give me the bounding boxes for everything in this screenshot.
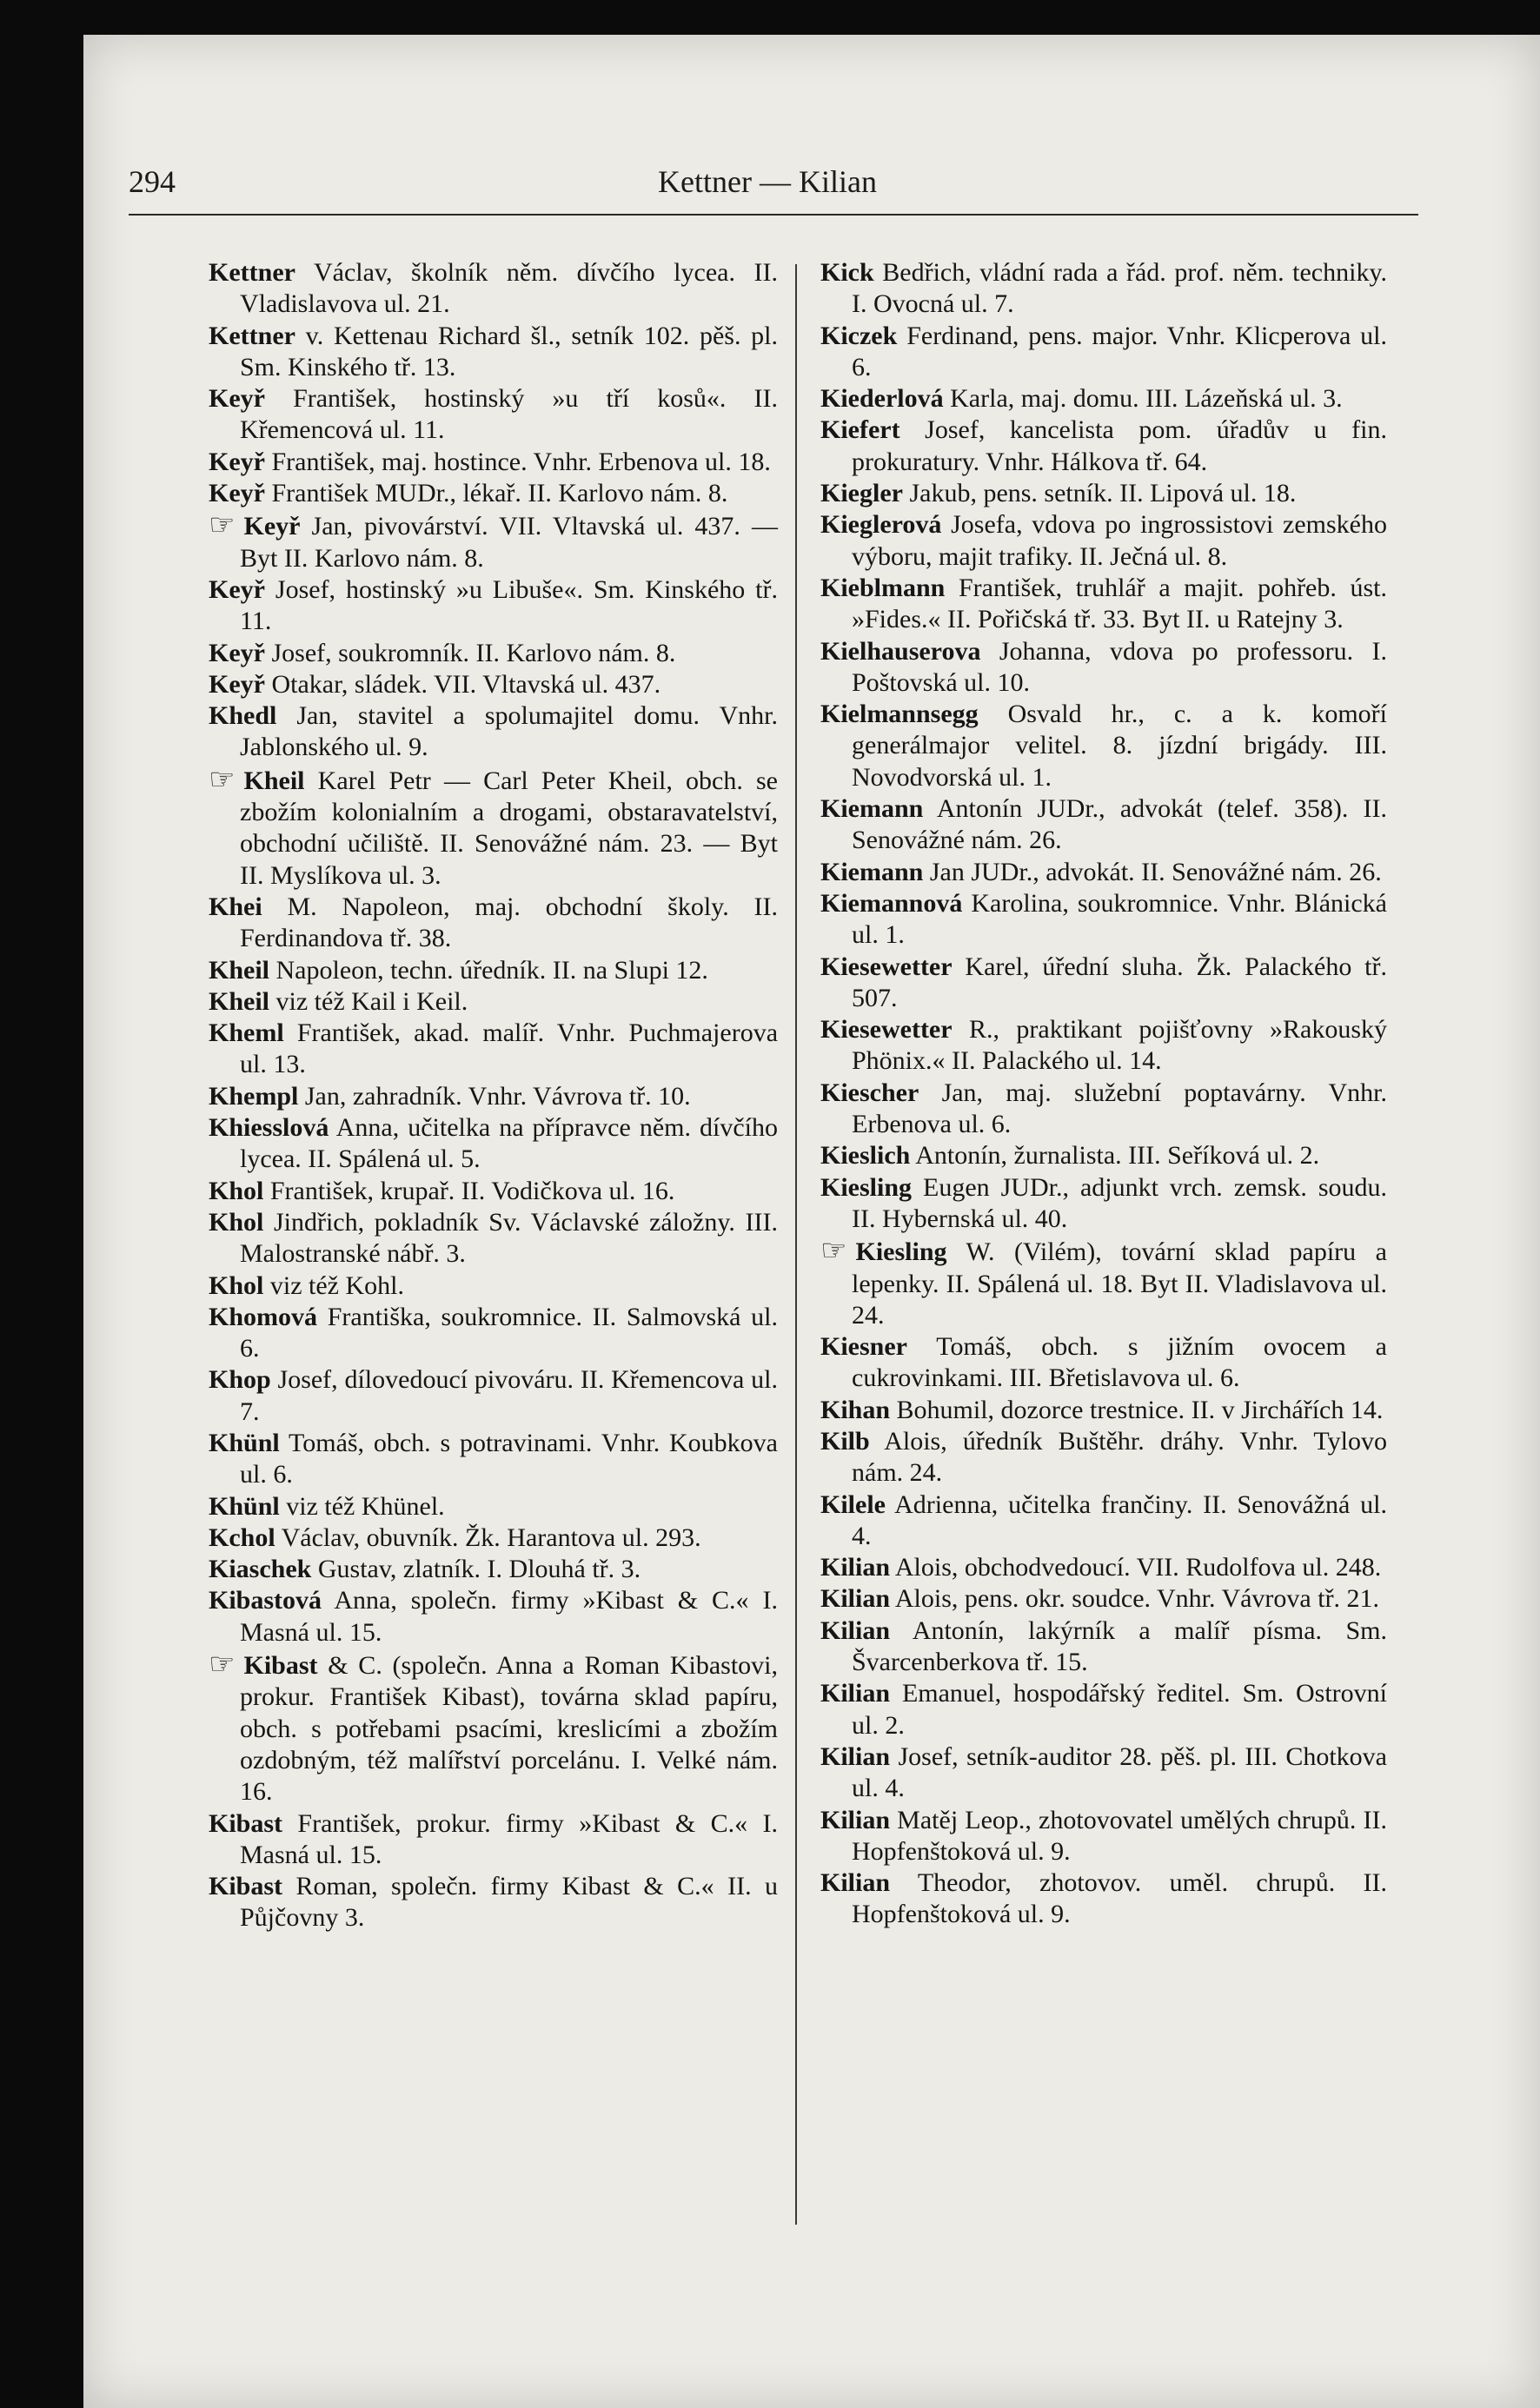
- entry-details: Antonín, lakýrník a malíř písma. Sm. Švarcenberkova tř. 15.: [852, 1615, 1387, 1677]
- entry-details: Theodor, zhotovov. uměl. chrupů. II. Hopfenštoková ul. 9.: [852, 1868, 1387, 1929]
- entry-details: Eugen JUDr., adjunkt vrch. zemsk. soudu. II. Hybernská ul. 40.: [852, 1172, 1387, 1233]
- entry-surname: Khol: [209, 1270, 264, 1300]
- entry-details: Antonín JUDr., advokát (telef. 358). II. Senovážné nám. 26.: [852, 794, 1387, 855]
- entry-details: Antonín, žurnalista. III. Seříková ul. 2.: [915, 1141, 1320, 1171]
- entry-surname: Kibast: [243, 1651, 318, 1681]
- directory-entry: [209, 1176, 778, 1207]
- entry-details: František, akad. malíř. Vnhr. Puchmajerova ul. 13.: [240, 1018, 779, 1079]
- entry-surname: Khol: [209, 1176, 264, 1205]
- entry-surname: Kchol: [209, 1522, 275, 1552]
- directory-entry: [209, 1585, 778, 1648]
- entry-surname: Kheil: [209, 955, 270, 985]
- directory-entry: [820, 478, 1387, 509]
- entry-details: R., praktikant pojišťovny »Rakouský Phönix.« II. Palackého ul. 14.: [852, 1015, 1387, 1076]
- entry-details: Josef, kancelista pom. úřadův u fin. prokuratury. Vnhr. Hálkova tř. 64.: [852, 415, 1388, 476]
- entry-details: Václav, školník něm. dívčího lycea. II. Vladislavova ul. 21.: [240, 258, 778, 319]
- entry-surname: Khomová: [209, 1302, 318, 1331]
- directory-entry: [209, 669, 778, 700]
- entry-surname: Kielmannsegg: [820, 700, 979, 729]
- entry-surname: Kilian: [820, 1553, 891, 1582]
- entry-surname: Kiaschek: [209, 1555, 312, 1584]
- entry-surname: Kiegler: [820, 479, 903, 508]
- entry-surname: Kheml: [209, 1018, 284, 1048]
- running-title: Kettner — Kilian: [658, 164, 877, 199]
- entry-surname: Khempl: [209, 1081, 299, 1111]
- entry-surname: Kiederlová: [820, 384, 944, 414]
- entry-surname: Keyř: [209, 574, 265, 604]
- directory-entry: [209, 1207, 778, 1270]
- directory-entry: [820, 793, 1387, 857]
- entry-details: Jakub, pens. setník. II. Lipová ul. 18.: [909, 479, 1297, 508]
- entry-surname: Khol: [209, 1207, 264, 1237]
- entry-details: Matěj Leop., zhotovovatel umělých chrupů. II. Hopfenštoková ul. 9.: [852, 1805, 1388, 1866]
- entry-details: Johanna, vdova po professoru. I. Poštovská ul. 10.: [852, 636, 1387, 697]
- directory-entry: [209, 257, 778, 321]
- entry-details: Jan, pivovárství. VII. Vltavská ul. 437. — Byt II. Karlovo nám. 8.: [240, 512, 778, 573]
- directory-entry: [820, 952, 1387, 1015]
- entry-surname: Kibast: [209, 1808, 283, 1838]
- entry-surname: Kieblmann: [820, 573, 946, 602]
- entry-details: Osvald hr., c. a k. komoří generálmajor velitel. 8. jízdní brigády. III. Novodvorská ul. 1.: [852, 700, 1387, 792]
- entry-surname: Kielhauserova: [820, 636, 981, 666]
- column-divider: [795, 264, 797, 2225]
- entry-details: Josef, soukromník. II. Karlovo nám. 8.: [271, 638, 676, 667]
- directory-entry: [209, 1522, 778, 1554]
- directory-entry: [209, 986, 778, 1018]
- entry-surname: Kieslich: [820, 1141, 911, 1171]
- entry-surname: Keyř: [209, 384, 265, 414]
- entry-surname: Kettner: [209, 258, 295, 287]
- page-header: [129, 163, 1406, 203]
- entry-details: v. Kettenau Richard šl., setník 102. pěš. pl. Sm. Kinského tř. 13.: [240, 321, 778, 381]
- directory-entry: [820, 383, 1387, 415]
- entry-surname: Kilele: [820, 1489, 886, 1519]
- directory-entry: [209, 761, 778, 892]
- directory-entry: [820, 1552, 1387, 1583]
- directory-entry: [209, 321, 778, 384]
- entry-details: Anna, společn. firmy »Kibast & C.« I. Masná ul. 15.: [240, 1586, 778, 1647]
- directory-entry: [209, 1112, 778, 1176]
- directory-entry: [209, 478, 778, 509]
- entry-details: Václav, obuvník. Žk. Harantova ul. 293.: [281, 1522, 701, 1552]
- directory-entry: [209, 1428, 778, 1491]
- entry-details: Jan JUDr., advokát. II. Senovážné nám. 26.: [929, 857, 1382, 886]
- directory-entry: [209, 1302, 778, 1365]
- entry-surname: Kilian: [820, 1805, 891, 1834]
- entry-details: viz též Khünel.: [286, 1491, 445, 1521]
- entry-details: Tomáš, obch. s jižním ovocem a cukrovinkami. III. Břetislavova ul. 6.: [852, 1332, 1387, 1393]
- directory-entry: [820, 857, 1387, 888]
- entry-details: Josef, hostinský »u Libuše«. Sm. Kinského tř. 11.: [240, 574, 779, 636]
- directory-entry: [209, 1364, 778, 1428]
- entry-details: Tomáš, obch. s potravinami. Vnhr. Koubkova ul. 6.: [240, 1428, 778, 1489]
- directory-entry: [209, 638, 778, 669]
- entry-details: František, krupař. II. Vodičkova ul. 16.: [269, 1176, 675, 1205]
- entry-details: Otakar, sládek. VII. Vltavská ul. 437.: [271, 669, 661, 699]
- entry-details: Adrienna, učitelka frančiny. II. Senovážná ul. 4.: [852, 1489, 1387, 1550]
- entry-details: Ferdinand, pens. major. Vnhr. Klicperova ul. 6.: [852, 321, 1388, 381]
- entry-surname: Kibastová: [209, 1586, 322, 1615]
- directory-entry: [820, 1741, 1387, 1805]
- entry-surname: Kick: [820, 258, 874, 287]
- entry-details: František, truhlář a majit. pohřeb. úst. »Fides.« II. Pořičská tř. 33. Byt II. u Ratejny 3.: [852, 573, 1388, 634]
- entry-details: Jindřich, pokladník Sv. Václavské záložny. III. Malostranské nábř. 3.: [240, 1207, 778, 1269]
- entry-surname: Kilian: [820, 1615, 891, 1645]
- left-column: [209, 257, 778, 1934]
- directory-entry: [209, 1018, 778, 1081]
- entry-details: Josef, setník-auditor 28. pěš. pl. III. Chotkova ul. 4.: [852, 1741, 1387, 1803]
- directory-entry: [209, 700, 778, 764]
- entry-details: W. (Vilém), tovární sklad papíru a lepenky. II. Spálená ul. 18. Byt II. Vladislavova ul. 24.: [852, 1237, 1387, 1330]
- entry-surname: Kiesewetter: [820, 1015, 953, 1045]
- directory-entry: [820, 1014, 1387, 1078]
- entry-details: M. Napoleon, maj. obchodní školy. II. Ferdinandova tř. 38.: [240, 892, 779, 953]
- entry-details: Karolina, soukromnice. Vnhr. Blánická ul. 1.: [852, 888, 1387, 950]
- entry-surname: Kibast: [209, 1872, 283, 1901]
- entry-surname: Kilian: [820, 1584, 891, 1614]
- entry-details: Bohumil, dozorce trestnice. II. v Jirchářích 14.: [896, 1395, 1384, 1424]
- entry-surname: Kieglerová: [820, 510, 942, 540]
- entry-details: Alois, úředník Buštěhr. dráhy. Vnhr. Tylovo nám. 24.: [852, 1426, 1387, 1488]
- directory-entry: [209, 1270, 778, 1302]
- entry-surname: Kettner: [209, 321, 295, 350]
- entry-surname: Kilian: [820, 1679, 891, 1708]
- entry-surname: Keyř: [209, 669, 265, 699]
- entry-surname: Kiesner: [820, 1332, 907, 1362]
- entry-details: Alois, obchodvedoucí. VII. Rudolfova ul. 248.: [894, 1553, 1382, 1582]
- entry-surname: Khünl: [209, 1428, 280, 1457]
- directory-entry: [820, 1140, 1387, 1171]
- directory-entry: [820, 1615, 1387, 1679]
- entry-details: Napoleon, techn. úředník. II. na Slupi 12.: [275, 955, 708, 985]
- directory-entry: [820, 636, 1387, 700]
- entry-details: Alois, pens. okr. soudce. Vnhr. Vávrova tř. 21.: [894, 1584, 1380, 1614]
- entry-details: Bedřich, vládní rada a řád. prof. něm. techniky. I. Ovocná ul. 7.: [852, 258, 1388, 319]
- entry-surname: Keyř: [209, 638, 265, 667]
- directory-entry: [820, 1867, 1387, 1931]
- entry-details: František, prokur. firmy »Kibast & C.« I. Masná ul. 15.: [240, 1808, 778, 1869]
- entry-surname: Khünl: [209, 1491, 280, 1521]
- directory-entry: [209, 447, 778, 478]
- entry-surname: Khiesslová: [209, 1113, 329, 1143]
- entry-details: Františka, soukromnice. II. Salmovská ul. 6.: [240, 1302, 779, 1363]
- pointing-hand-icon: ☞: [209, 761, 236, 797]
- entry-surname: Keyř: [209, 479, 265, 508]
- entry-surname: Keyř: [243, 512, 301, 541]
- directory-entry: [209, 1871, 778, 1934]
- directory-entry: [820, 1331, 1387, 1395]
- pointing-hand-icon: ☞: [209, 507, 236, 543]
- entry-surname: Kiescher: [820, 1078, 919, 1107]
- pointing-hand-icon: ☞: [820, 1233, 847, 1269]
- directory-entry: [820, 1078, 1387, 1141]
- directory-entry: [820, 1172, 1387, 1236]
- entry-surname: Kiemann: [820, 857, 924, 886]
- entry-surname: Kiefert: [820, 415, 900, 445]
- directory-entry: [209, 1081, 778, 1112]
- entry-details: Jan, maj. služební poptavárny. Vnhr. Erbenova ul. 6.: [852, 1078, 1388, 1139]
- directory-entry: [820, 888, 1387, 952]
- directory-entry: [820, 1235, 1387, 1331]
- entry-surname: Kheil: [243, 766, 305, 795]
- directory-entry: [209, 1808, 778, 1872]
- entry-details: Josefa, vdova po ingrossistovi zemského výboru, majit trafiky. II. Ječná ul. 8.: [852, 510, 1387, 571]
- entry-details: Karel Petr — Carl Peter Kheil, obch. se zbožím kolonialním a drogami, obstaravatelství, obchodní učiliště. II. Senovážné nám. 23. — Byt II. Myslíkova ul. 3.: [240, 766, 778, 890]
- directory-entry: [820, 1489, 1387, 1553]
- entry-details: František MUDr., lékař. II. Karlovo nám. 8.: [271, 479, 728, 508]
- entry-details: Karla, maj. domu. III. Lázeňská ul. 3.: [950, 384, 1343, 414]
- directory-entry: [209, 1554, 778, 1585]
- directory-entry: [209, 892, 778, 955]
- directory-entry: [209, 1491, 778, 1522]
- directory-entry: [820, 509, 1387, 573]
- entry-surname: Keyř: [209, 447, 265, 476]
- entry-details: viz též Kohl.: [269, 1270, 404, 1300]
- entry-surname: Kiemannová: [820, 888, 963, 918]
- directory-entry: [820, 1583, 1387, 1615]
- directory-entry: [209, 1648, 778, 1808]
- directory-entry: [820, 1678, 1387, 1741]
- header-rule: [129, 214, 1418, 216]
- directory-entry: [820, 1395, 1387, 1426]
- entry-surname: Kiesling: [855, 1237, 947, 1267]
- entry-details: Anna, učitelka na přípravce něm. dívčího lycea. II. Spálená ul. 5.: [240, 1113, 778, 1174]
- directory-entry: [820, 573, 1387, 636]
- entry-surname: Kheil: [209, 986, 270, 1016]
- directory-entry: [820, 699, 1387, 793]
- entry-surname: Kiesling: [820, 1172, 913, 1202]
- directory-entry: [209, 955, 778, 986]
- entry-surname: Khei: [209, 892, 262, 921]
- entry-details: viz též Kail i Keil.: [275, 986, 468, 1016]
- entry-surname: Kiczek: [820, 321, 898, 350]
- page-number: 294: [129, 164, 176, 199]
- entry-surname: Kilb: [820, 1426, 870, 1456]
- entry-details: Emanuel, hospodářský ředitel. Sm. Ostrovní ul. 2.: [852, 1679, 1387, 1740]
- directory-entry: [820, 321, 1387, 384]
- directory-entry: [820, 257, 1387, 321]
- entry-details: Jan, stavitel a spolumajitel domu. Vnhr. Jablonského ul. 9.: [240, 701, 778, 762]
- entry-surname: Kiemann: [820, 794, 924, 824]
- directory-entry: [820, 415, 1387, 478]
- entry-details: František, maj. hostince. Vnhr. Erbenova ul. 18.: [271, 447, 771, 476]
- entry-details: Josef, dílovedoucí pivováru. II. Křemencova ul. 7.: [240, 1365, 778, 1426]
- entry-surname: Khop: [209, 1365, 271, 1395]
- directory-entry: [820, 1426, 1387, 1489]
- entry-details: Roman, společn. firmy Kibast & C.« II. u Půjčovny 3.: [240, 1872, 778, 1933]
- entry-details: & C. (společn. Anna a Roman Kibastovi, prokur. František Kibast), továrna sklad papíru, obch. s potřebami psacími, kreslicími a zbožím ozdobným, též malířství porcelánu. I. Velké nám. 16.: [240, 1651, 779, 1807]
- entry-details: Jan, zahradník. Vnhr. Vávrova tř. 10.: [304, 1081, 691, 1111]
- entry-details: Karel, úřední sluha. Žk. Palackého tř. 507.: [852, 952, 1388, 1012]
- entry-surname: Kihan: [820, 1395, 891, 1424]
- entry-surname: Kilian: [820, 1741, 891, 1771]
- entry-details: Gustav, zlatník. I. Dlouhá tř. 3.: [317, 1555, 641, 1584]
- entry-surname: Kiesewetter: [820, 952, 953, 981]
- directory-entry: [209, 574, 778, 638]
- directory-entry: [209, 509, 778, 574]
- directory-entry: [209, 383, 778, 447]
- entry-surname: Khedl: [209, 701, 277, 731]
- entry-details: František, hostinský »u tří kosů«. II. Křemencová ul. 11.: [240, 384, 778, 445]
- entry-surname: Kilian: [820, 1868, 891, 1898]
- directory-entry: [820, 1805, 1387, 1868]
- pointing-hand-icon: ☞: [209, 1647, 236, 1682]
- right-column: [820, 257, 1387, 1931]
